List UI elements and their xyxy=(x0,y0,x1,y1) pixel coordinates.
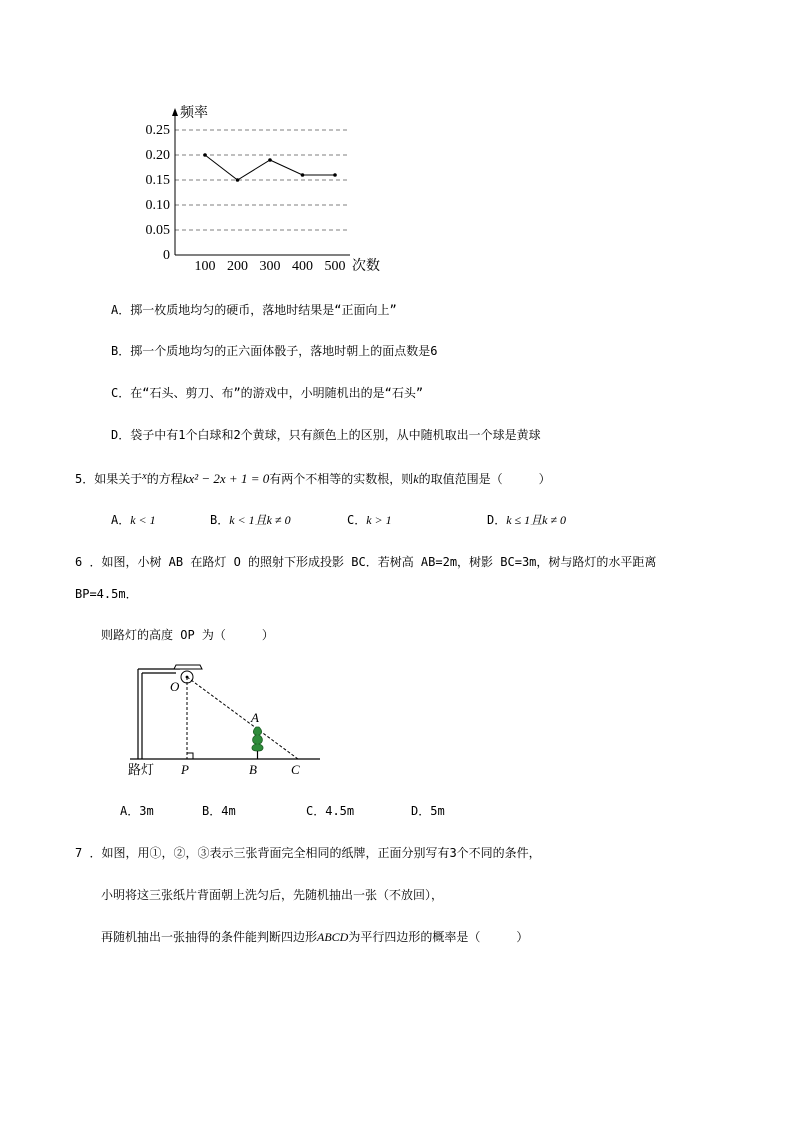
q7-line-2: 小明将这三张纸片背面朝上洗匀后，先随机抽出一张（不放回）， xyxy=(101,888,444,902)
label-p: P xyxy=(181,762,189,777)
q5-option-a: A．k < 1 xyxy=(111,513,156,527)
light-ray-oc xyxy=(187,677,298,759)
q4-option-d: D．袋子中有1个白球和2个黄球，只有颜色上的区别，从中随机取出一个球是黄球 xyxy=(111,428,541,442)
streetlight-figure xyxy=(120,655,330,780)
label-c: C xyxy=(291,762,300,777)
x-tick-label: 500 xyxy=(324,259,346,274)
q7-line-1: 7 ．如图，用①，②，③表示三张背面完全相同的纸牌，正面分别写有3个不同的条件， xyxy=(75,846,541,860)
q6-option-a: A．3m xyxy=(120,804,154,818)
y-axis-arrow xyxy=(172,108,178,116)
q6-option-b: B．4m xyxy=(202,804,236,818)
x-tick-label: 100 xyxy=(194,259,216,274)
label-b: B xyxy=(249,762,257,777)
x-tick-label: 200 xyxy=(227,259,248,274)
y-tick-label: 0.25 xyxy=(145,123,170,138)
y-axis-label: 频率 xyxy=(180,106,208,121)
right-angle-mark xyxy=(187,753,193,759)
q4-option-b: B．掷一个质地均匀的正六面体骰子，落地时朝上的面点数是6 xyxy=(111,344,438,358)
q7-line-3: 再随机抽出一张抽得的条件能判断四边形ABCD为平行四边形的概率是（ ） xyxy=(101,930,529,944)
label-o: O xyxy=(170,679,180,694)
q6-option-d: D．5m xyxy=(411,804,445,818)
y-tick-label: 0 xyxy=(163,248,170,263)
q5-option-b: B．k < 1且k ≠ 0 xyxy=(210,513,291,527)
label-lamp: 路灯 xyxy=(128,762,155,777)
q4-option-c: C．在“石头、剪刀、布”的游戏中，小明随机出的是“石头” xyxy=(111,386,424,400)
q6-line-3: 则路灯的高度 OP 为（ ） xyxy=(101,628,274,642)
q6-line-1: 6 ．如图，小树 AB 在路灯 O 的照射下形成投影 BC．若树高 AB=2m，树影 BC=3m，树与路灯的水平距离 xyxy=(75,555,657,569)
data-point xyxy=(268,158,272,162)
q5-stem: 5．如果关于$^x$的方程kx² − 2x + 1 = 0有两个不相等的实数根，则k的取值范围是（ ） xyxy=(75,471,551,486)
q4-option-a: A．掷一枚质地均匀的硬币，落地时结果是“正面向上” xyxy=(111,303,397,317)
data-point xyxy=(236,178,240,182)
frequency-line-chart xyxy=(130,100,400,280)
y-tick-label: 0.20 xyxy=(145,148,170,163)
y-tick-label: 0.15 xyxy=(145,173,170,188)
data-point xyxy=(333,173,337,177)
data-point xyxy=(203,153,207,157)
x-axis-label: 次数 xyxy=(352,259,380,274)
lamp-head xyxy=(174,665,202,669)
data-point xyxy=(301,173,305,177)
q6-option-c: C．4.5m xyxy=(306,804,355,818)
x-tick-label: 300 xyxy=(259,259,281,274)
y-tick-label: 0.05 xyxy=(145,223,170,238)
x-tick-label: 400 xyxy=(292,259,313,274)
y-tick-label: 0.10 xyxy=(145,198,170,213)
q5-option-c: C．k > 1 xyxy=(347,513,392,527)
label-a: A xyxy=(251,710,259,725)
q6-line-2: BP=4.5m． xyxy=(75,587,138,601)
q5-option-d: D．k ≤ 1且k ≠ 0 xyxy=(487,513,567,527)
tree-icon xyxy=(252,727,263,751)
